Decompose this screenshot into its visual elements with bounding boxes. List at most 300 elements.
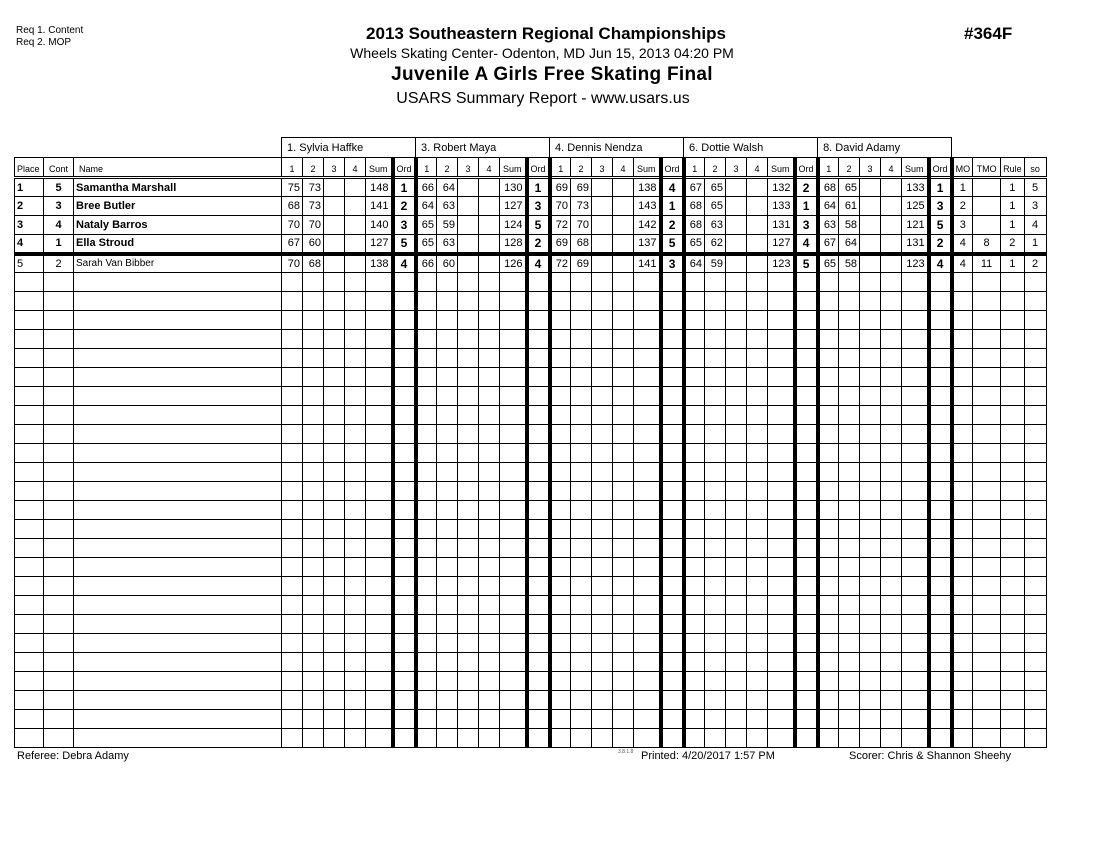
empty-cell bbox=[416, 387, 437, 406]
empty-cell bbox=[747, 368, 768, 387]
empty-cell bbox=[747, 539, 768, 558]
judge-sum: 142 bbox=[634, 216, 661, 235]
empty-cell bbox=[973, 558, 1001, 577]
empty-cell bbox=[592, 425, 613, 444]
judge-ordinal: 2 bbox=[661, 216, 684, 235]
empty-cell bbox=[973, 273, 1001, 292]
judge-score bbox=[592, 235, 613, 254]
judge-score: 72 bbox=[550, 254, 571, 273]
empty-cell bbox=[768, 368, 795, 387]
empty-cell bbox=[500, 311, 527, 330]
empty-cell bbox=[613, 615, 634, 634]
empty-cell bbox=[684, 406, 705, 425]
empty-cell bbox=[768, 634, 795, 653]
empty-cell bbox=[282, 558, 303, 577]
empty-cell bbox=[15, 349, 44, 368]
judge-sum: 121 bbox=[902, 216, 929, 235]
empty-cell bbox=[952, 463, 973, 482]
empty-cell bbox=[479, 539, 500, 558]
empty-cell bbox=[881, 292, 902, 311]
empty-cell bbox=[500, 653, 527, 672]
table-row bbox=[15, 254, 1047, 273]
venue-date-line: Wheels Skating Center- Odenton, MD Jun 15, 2013 04:20 PM bbox=[350, 45, 734, 61]
empty-cell bbox=[661, 710, 684, 729]
col-judge-5-s4: 4 bbox=[881, 158, 902, 178]
empty-cell bbox=[416, 653, 437, 672]
judge-ordinal: 2 bbox=[527, 235, 550, 254]
empty-cell bbox=[345, 596, 366, 615]
empty-cell bbox=[973, 482, 1001, 501]
judge-ordinal: 2 bbox=[795, 178, 818, 197]
empty-cell bbox=[768, 558, 795, 577]
empty-cell bbox=[952, 406, 973, 425]
empty-cell bbox=[684, 349, 705, 368]
empty-cell bbox=[1024, 482, 1046, 501]
empty-cell bbox=[15, 539, 44, 558]
empty-cell bbox=[416, 273, 437, 292]
empty-cell bbox=[929, 672, 952, 691]
empty-cell bbox=[1024, 425, 1046, 444]
empty-cell bbox=[571, 729, 592, 748]
empty-cell bbox=[881, 349, 902, 368]
empty-cell bbox=[571, 463, 592, 482]
judge-score bbox=[613, 197, 634, 216]
empty-cell bbox=[303, 501, 324, 520]
empty-cell bbox=[902, 311, 929, 330]
empty-cell bbox=[818, 577, 839, 596]
col-judge-1-s1: 1 bbox=[282, 158, 303, 178]
empty-cell bbox=[1001, 558, 1025, 577]
empty-cell bbox=[282, 691, 303, 710]
empty-cell bbox=[705, 615, 726, 634]
empty-cell bbox=[705, 672, 726, 691]
judge-name: 8. David Adamy bbox=[818, 138, 952, 158]
empty-cell bbox=[393, 691, 416, 710]
empty-cell bbox=[550, 653, 571, 672]
empty-cell bbox=[44, 387, 74, 406]
empty-row bbox=[15, 482, 1047, 501]
empty-cell bbox=[458, 672, 479, 691]
empty-cell bbox=[684, 463, 705, 482]
judge-score: 64 bbox=[839, 235, 860, 254]
empty-cell bbox=[860, 444, 881, 463]
empty-cell bbox=[282, 710, 303, 729]
empty-cell bbox=[550, 349, 571, 368]
empty-cell bbox=[902, 691, 929, 710]
empty-cell bbox=[795, 691, 818, 710]
empty-row bbox=[15, 596, 1047, 615]
empty-cell bbox=[684, 273, 705, 292]
empty-cell bbox=[571, 368, 592, 387]
empty-cell bbox=[437, 406, 458, 425]
empty-cell bbox=[282, 577, 303, 596]
place: 3 bbox=[15, 216, 44, 235]
empty-cell bbox=[437, 729, 458, 748]
empty-cell bbox=[458, 615, 479, 634]
empty-cell bbox=[973, 311, 1001, 330]
empty-cell bbox=[929, 368, 952, 387]
empty-cell bbox=[613, 634, 634, 653]
empty-cell bbox=[282, 349, 303, 368]
empty-cell bbox=[973, 387, 1001, 406]
empty-cell bbox=[527, 463, 550, 482]
empty-cell bbox=[726, 444, 747, 463]
empty-cell bbox=[324, 653, 345, 672]
empty-cell bbox=[500, 558, 527, 577]
empty-cell bbox=[345, 539, 366, 558]
empty-cell bbox=[282, 672, 303, 691]
judge-score: 67 bbox=[282, 235, 303, 254]
empty-cell bbox=[929, 615, 952, 634]
empty-row bbox=[15, 406, 1047, 425]
empty-cell bbox=[74, 444, 282, 463]
judge-score bbox=[324, 197, 345, 216]
judge-ordinal: 3 bbox=[661, 254, 684, 273]
empty-cell bbox=[661, 501, 684, 520]
empty-cell bbox=[613, 425, 634, 444]
empty-cell bbox=[15, 710, 44, 729]
judge-score bbox=[613, 254, 634, 273]
judge-score: 62 bbox=[705, 235, 726, 254]
empty-cell bbox=[282, 368, 303, 387]
judge-sum: 141 bbox=[634, 254, 661, 273]
empty-cell bbox=[613, 729, 634, 748]
empty-cell bbox=[500, 729, 527, 748]
empty-cell bbox=[437, 539, 458, 558]
contestant-number: 1 bbox=[44, 235, 74, 254]
empty-cell bbox=[726, 482, 747, 501]
judge-ordinal: 1 bbox=[527, 178, 550, 197]
empty-cell bbox=[613, 520, 634, 539]
empty-cell bbox=[1001, 539, 1025, 558]
empty-cell bbox=[705, 653, 726, 672]
empty-cell bbox=[839, 273, 860, 292]
empty-cell bbox=[661, 729, 684, 748]
empty-cell bbox=[15, 311, 44, 330]
empty-cell bbox=[881, 330, 902, 349]
empty-cell bbox=[345, 387, 366, 406]
empty-cell bbox=[458, 653, 479, 672]
empty-cell bbox=[661, 482, 684, 501]
empty-cell bbox=[952, 691, 973, 710]
empty-cell bbox=[416, 729, 437, 748]
empty-cell bbox=[393, 729, 416, 748]
empty-cell bbox=[393, 539, 416, 558]
judge-score bbox=[613, 178, 634, 197]
empty-row bbox=[15, 691, 1047, 710]
empty-cell bbox=[768, 311, 795, 330]
empty-cell bbox=[726, 539, 747, 558]
empty-cell bbox=[592, 273, 613, 292]
empty-cell bbox=[527, 672, 550, 691]
empty-cell bbox=[15, 729, 44, 748]
empty-cell bbox=[550, 729, 571, 748]
empty-cell bbox=[500, 425, 527, 444]
empty-cell bbox=[818, 444, 839, 463]
empty-cell bbox=[1001, 691, 1025, 710]
empty-cell bbox=[458, 710, 479, 729]
empty-cell bbox=[571, 387, 592, 406]
empty-cell bbox=[613, 463, 634, 482]
empty-cell bbox=[973, 330, 1001, 349]
empty-cell bbox=[881, 501, 902, 520]
empty-cell bbox=[1024, 539, 1046, 558]
col-judge-2-s4: 4 bbox=[479, 158, 500, 178]
judge-score: 68 bbox=[684, 216, 705, 235]
empty-cell bbox=[74, 653, 282, 672]
empty-cell bbox=[929, 501, 952, 520]
empty-cell bbox=[684, 672, 705, 691]
judge-score: 63 bbox=[437, 197, 458, 216]
empty-cell bbox=[768, 539, 795, 558]
col-judge-3-s4: 4 bbox=[613, 158, 634, 178]
empty-cell bbox=[952, 615, 973, 634]
empty-cell bbox=[747, 463, 768, 482]
judge-sum: 138 bbox=[634, 178, 661, 197]
empty-cell bbox=[881, 729, 902, 748]
judge-sum: 125 bbox=[902, 197, 929, 216]
empty-cell bbox=[15, 425, 44, 444]
empty-cell bbox=[818, 501, 839, 520]
empty-cell bbox=[795, 596, 818, 615]
empty-cell bbox=[839, 672, 860, 691]
empty-cell bbox=[860, 615, 881, 634]
empty-cell bbox=[747, 520, 768, 539]
empty-row bbox=[15, 349, 1047, 368]
empty-cell bbox=[366, 653, 393, 672]
judge-name: 6. Dottie Walsh bbox=[684, 138, 818, 158]
empty-cell bbox=[366, 558, 393, 577]
empty-cell bbox=[592, 558, 613, 577]
empty-cell bbox=[684, 482, 705, 501]
empty-cell bbox=[393, 311, 416, 330]
judge-score: 63 bbox=[818, 216, 839, 235]
empty-cell bbox=[44, 311, 74, 330]
empty-cell bbox=[952, 558, 973, 577]
empty-cell bbox=[345, 425, 366, 444]
judge-score: 63 bbox=[437, 235, 458, 254]
empty-cell bbox=[684, 330, 705, 349]
empty-cell bbox=[747, 311, 768, 330]
empty-cell bbox=[839, 615, 860, 634]
empty-cell bbox=[44, 425, 74, 444]
empty-row bbox=[15, 463, 1047, 482]
empty-cell bbox=[747, 387, 768, 406]
judge-score: 65 bbox=[818, 254, 839, 273]
col-tmo: TMO bbox=[973, 158, 1001, 178]
empty-cell bbox=[726, 311, 747, 330]
empty-cell bbox=[282, 596, 303, 615]
empty-cell bbox=[881, 425, 902, 444]
empty-cell bbox=[839, 368, 860, 387]
empty-cell bbox=[747, 615, 768, 634]
empty-cell bbox=[839, 292, 860, 311]
empty-cell bbox=[282, 482, 303, 501]
empty-cell bbox=[613, 691, 634, 710]
empty-cell bbox=[527, 273, 550, 292]
empty-cell bbox=[795, 710, 818, 729]
judge-score: 66 bbox=[416, 178, 437, 197]
software-version: 3.8.1.8 bbox=[618, 749, 634, 755]
empty-cell bbox=[952, 311, 973, 330]
empty-cell bbox=[634, 425, 661, 444]
empty-cell bbox=[74, 577, 282, 596]
judge-score: 73 bbox=[303, 197, 324, 216]
judge-score: 64 bbox=[684, 254, 705, 273]
empty-cell bbox=[437, 425, 458, 444]
empty-cell bbox=[303, 710, 324, 729]
empty-cell bbox=[726, 596, 747, 615]
empty-cell bbox=[839, 444, 860, 463]
empty-cell bbox=[550, 292, 571, 311]
empty-cell bbox=[1024, 311, 1046, 330]
judge-score bbox=[747, 216, 768, 235]
empty-cell bbox=[74, 596, 282, 615]
judge-score: 69 bbox=[571, 254, 592, 273]
empty-cell bbox=[324, 558, 345, 577]
col-judge-4-s1: 1 bbox=[684, 158, 705, 178]
empty-cell bbox=[929, 387, 952, 406]
skater-name: Samantha Marshall bbox=[74, 178, 282, 197]
empty-cell bbox=[303, 520, 324, 539]
empty-cell bbox=[818, 615, 839, 634]
empty-cell bbox=[479, 368, 500, 387]
empty-cell bbox=[44, 368, 74, 387]
empty-cell bbox=[684, 729, 705, 748]
empty-cell bbox=[634, 520, 661, 539]
empty-cell bbox=[661, 558, 684, 577]
empty-cell bbox=[684, 292, 705, 311]
empty-cell bbox=[952, 520, 973, 539]
empty-cell bbox=[527, 292, 550, 311]
empty-cell bbox=[613, 311, 634, 330]
empty-cell bbox=[902, 330, 929, 349]
empty-cell bbox=[705, 710, 726, 729]
empty-cell bbox=[44, 672, 74, 691]
empty-cell bbox=[282, 406, 303, 425]
empty-cell bbox=[634, 387, 661, 406]
col-rule: Rule bbox=[1001, 158, 1025, 178]
empty-cell bbox=[571, 653, 592, 672]
empty-cell bbox=[1001, 634, 1025, 653]
empty-cell bbox=[303, 273, 324, 292]
empty-cell bbox=[768, 729, 795, 748]
empty-cell bbox=[747, 482, 768, 501]
empty-cell bbox=[1001, 311, 1025, 330]
empty-cell bbox=[613, 482, 634, 501]
empty-cell bbox=[550, 710, 571, 729]
empty-cell bbox=[613, 653, 634, 672]
judge-sum: 141 bbox=[366, 197, 393, 216]
col-judge-2-sum: Sum bbox=[500, 158, 527, 178]
empty-cell bbox=[684, 653, 705, 672]
empty-cell bbox=[726, 349, 747, 368]
tmo-value bbox=[973, 178, 1001, 197]
empty-cell bbox=[393, 615, 416, 634]
empty-cell bbox=[726, 330, 747, 349]
judge-score bbox=[860, 254, 881, 273]
empty-cell bbox=[44, 520, 74, 539]
skater-name: Nataly Barros bbox=[74, 216, 282, 235]
empty-cell bbox=[818, 482, 839, 501]
empty-cell bbox=[726, 406, 747, 425]
empty-cell bbox=[303, 672, 324, 691]
empty-cell bbox=[1001, 710, 1025, 729]
empty-cell bbox=[1024, 691, 1046, 710]
empty-cell bbox=[15, 501, 44, 520]
empty-cell bbox=[366, 501, 393, 520]
empty-cell bbox=[416, 672, 437, 691]
empty-cell bbox=[881, 634, 902, 653]
empty-cell bbox=[818, 406, 839, 425]
empty-cell bbox=[818, 634, 839, 653]
empty-cell bbox=[705, 292, 726, 311]
empty-cell bbox=[726, 368, 747, 387]
judge-score: 72 bbox=[550, 216, 571, 235]
empty-cell bbox=[303, 482, 324, 501]
empty-cell bbox=[437, 653, 458, 672]
judge-score: 63 bbox=[705, 216, 726, 235]
empty-cell bbox=[282, 292, 303, 311]
empty-cell bbox=[1024, 729, 1046, 748]
empty-cell bbox=[282, 520, 303, 539]
empty-cell bbox=[661, 444, 684, 463]
empty-cell bbox=[1001, 482, 1025, 501]
judge-score bbox=[479, 235, 500, 254]
empty-row bbox=[15, 425, 1047, 444]
judge-sum: 124 bbox=[500, 216, 527, 235]
empty-cell bbox=[458, 273, 479, 292]
empty-cell bbox=[795, 520, 818, 539]
empty-cell bbox=[634, 596, 661, 615]
empty-cell bbox=[902, 463, 929, 482]
judge-ordinal: 1 bbox=[661, 197, 684, 216]
empty-cell bbox=[592, 691, 613, 710]
empty-cell bbox=[416, 710, 437, 729]
judge-score bbox=[881, 235, 902, 254]
empty-row bbox=[15, 672, 1047, 691]
empty-cell bbox=[973, 425, 1001, 444]
col-judge-4-sum: Sum bbox=[768, 158, 795, 178]
empty-cell bbox=[15, 482, 44, 501]
rule-value: 1 bbox=[1001, 178, 1025, 197]
empty-cell bbox=[952, 368, 973, 387]
judge-score bbox=[458, 178, 479, 197]
empty-cell bbox=[705, 330, 726, 349]
empty-cell bbox=[1024, 406, 1046, 425]
empty-cell bbox=[458, 520, 479, 539]
empty-cell bbox=[15, 406, 44, 425]
empty-cell bbox=[839, 634, 860, 653]
judge-ordinal: 5 bbox=[929, 216, 952, 235]
empty-cell bbox=[324, 539, 345, 558]
empty-cell bbox=[571, 292, 592, 311]
empty-cell bbox=[393, 387, 416, 406]
empty-cell bbox=[437, 444, 458, 463]
empty-cell bbox=[613, 406, 634, 425]
skater-name: Sarah Van Bibber bbox=[74, 254, 282, 273]
empty-cell bbox=[366, 387, 393, 406]
empty-cell bbox=[860, 672, 881, 691]
empty-cell bbox=[592, 482, 613, 501]
empty-cell bbox=[881, 273, 902, 292]
empty-cell bbox=[973, 368, 1001, 387]
empty-cell bbox=[634, 444, 661, 463]
empty-cell bbox=[818, 311, 839, 330]
empty-cell bbox=[684, 387, 705, 406]
judge-score bbox=[345, 178, 366, 197]
empty-cell bbox=[500, 596, 527, 615]
